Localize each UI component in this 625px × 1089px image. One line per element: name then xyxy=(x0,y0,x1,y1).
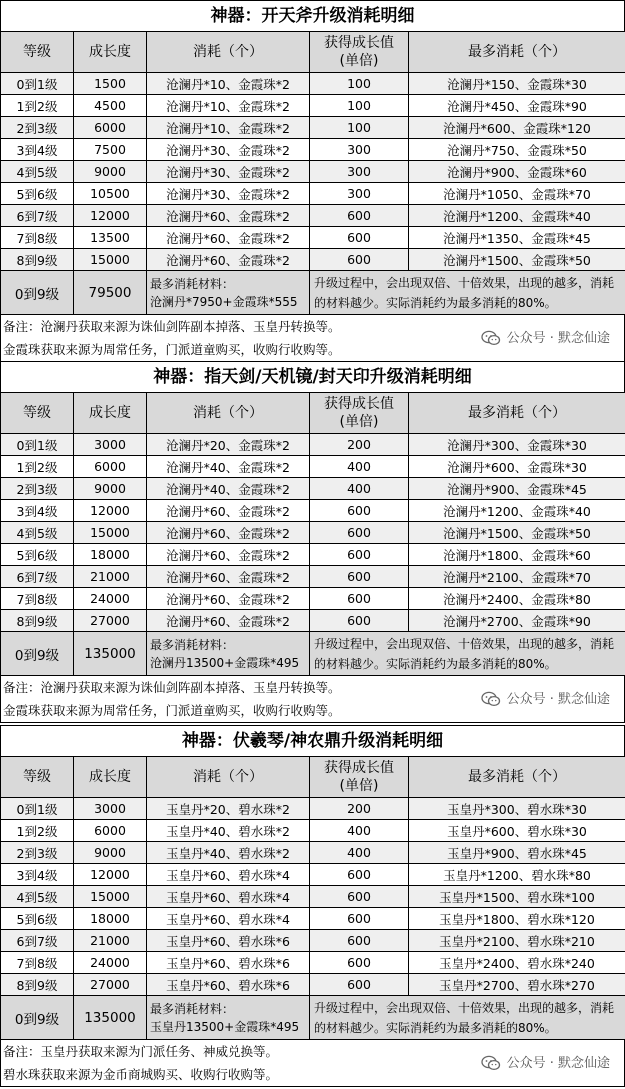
watermark-text: 公众号 · 默念仙途 xyxy=(506,331,610,346)
table-row xyxy=(1,820,625,842)
cost-table xyxy=(0,756,625,1040)
cell-cost: 沧澜丹*30、金霞珠*2 xyxy=(147,183,310,205)
watermark xyxy=(481,327,610,350)
cell-growth: 24000 xyxy=(74,588,147,610)
cell-max: 沧澜丹*2700、金霞珠*90 xyxy=(409,610,625,632)
cell-level: 0到1级 xyxy=(1,73,74,95)
cell-max: 沧澜丹*450、金霞珠*90 xyxy=(409,95,625,117)
cell-cost: 沧澜丹*40、金霞珠*2 xyxy=(147,478,310,500)
cell-level: 1到2级 xyxy=(1,456,74,478)
cell-gain: 600 xyxy=(310,886,409,908)
table-row xyxy=(1,798,625,820)
total-level: 0到9级 xyxy=(1,632,74,676)
cell-level: 7到8级 xyxy=(1,227,74,249)
table-row xyxy=(1,566,625,588)
cell-max: 玉皇丹*300、碧水珠*30 xyxy=(409,798,625,820)
cell-gain: 600 xyxy=(310,952,409,974)
cell-max: 玉皇丹*1500、碧水珠*100 xyxy=(409,886,625,908)
table-header-row xyxy=(1,757,625,798)
cell-cost: 玉皇丹*60、碧水珠*6 xyxy=(147,930,310,952)
cell-max: 沧澜丹*2100、金霞珠*70 xyxy=(409,566,625,588)
cell-level: 3到4级 xyxy=(1,139,74,161)
cell-gain: 400 xyxy=(310,478,409,500)
cell-level: 4到5级 xyxy=(1,522,74,544)
total-materials-value: 沧澜丹13500+金霞珠*495 xyxy=(150,655,300,670)
cell-growth: 3000 xyxy=(74,434,147,456)
cell-cost: 沧澜丹*10、金霞珠*2 xyxy=(147,95,310,117)
cell-level: 6到7级 xyxy=(1,205,74,227)
header-gain-line1: 获得成长值 xyxy=(324,35,394,51)
cell-growth: 27000 xyxy=(74,974,147,996)
total-materials-value: 沧澜丹*7950+金霞珠*555 xyxy=(150,294,298,309)
cell-growth: 15000 xyxy=(74,522,147,544)
cell-growth: 27000 xyxy=(74,610,147,632)
cell-cost: 玉皇丹*60、碧水珠*4 xyxy=(147,886,310,908)
cell-gain: 600 xyxy=(310,610,409,632)
cell-cost: 沧澜丹*60、金霞珠*2 xyxy=(147,500,310,522)
cell-level: 8到9级 xyxy=(1,974,74,996)
cell-cost: 沧澜丹*60、金霞珠*2 xyxy=(147,566,310,588)
table-row xyxy=(1,544,625,566)
table-row xyxy=(1,249,625,271)
cell-level: 2到3级 xyxy=(1,478,74,500)
cost-table xyxy=(0,31,625,315)
watermark xyxy=(481,1052,610,1075)
note-line-2: 金霞珠获取来源为周常任务，门派道童购买，收购行收购等。 xyxy=(3,342,341,357)
total-level: 0到9级 xyxy=(1,271,74,315)
table-row xyxy=(1,139,625,161)
header-gain-line1: 获得成长值 xyxy=(324,760,394,776)
cell-gain: 200 xyxy=(310,798,409,820)
cell-cost: 玉皇丹*60、碧水珠*6 xyxy=(147,952,310,974)
cell-growth: 18000 xyxy=(74,908,147,930)
cell-growth: 15000 xyxy=(74,249,147,271)
table-row xyxy=(1,952,625,974)
cell-level: 6到7级 xyxy=(1,930,74,952)
cell-max: 沧澜丹*600、金霞珠*30 xyxy=(409,456,625,478)
cell-cost: 沧澜丹*30、金霞珠*2 xyxy=(147,139,310,161)
cell-level: 0到1级 xyxy=(1,798,74,820)
notes-block xyxy=(0,676,625,723)
wechat-icon xyxy=(481,330,501,347)
cell-growth: 18000 xyxy=(74,544,147,566)
cell-cost: 沧澜丹*30、金霞珠*2 xyxy=(147,161,310,183)
wechat-icon xyxy=(481,1055,501,1072)
cell-max: 沧澜丹*1050、金霞珠*70 xyxy=(409,183,625,205)
cell-max: 玉皇丹*1200、碧水珠*80 xyxy=(409,864,625,886)
total-note: 升级过程中，会出现双倍、十倍效果，出现的越多，消耗的材料越少。实际消耗约为最多消耗的80%。 xyxy=(310,996,625,1040)
cell-gain: 400 xyxy=(310,842,409,864)
watermark xyxy=(481,688,610,711)
header-gain xyxy=(310,393,409,434)
cell-gain: 600 xyxy=(310,588,409,610)
section-title: 神器：指天剑/天机镜/封天印升级消耗明细 xyxy=(0,361,625,392)
total-materials-label: 最多消耗材料： xyxy=(150,276,235,291)
total-materials-label: 最多消耗材料： xyxy=(150,1001,235,1016)
cell-max: 沧澜丹*300、金霞珠*30 xyxy=(409,434,625,456)
header-max: 最多消耗（个） xyxy=(409,757,625,798)
table-row xyxy=(1,161,625,183)
cell-cost: 沧澜丹*60、金霞珠*2 xyxy=(147,205,310,227)
cell-growth: 9000 xyxy=(74,478,147,500)
cost-table xyxy=(0,392,625,676)
table-row xyxy=(1,227,625,249)
cell-level: 6到7级 xyxy=(1,566,74,588)
cell-cost: 沧澜丹*40、金霞珠*2 xyxy=(147,456,310,478)
section-1 xyxy=(0,361,625,725)
header-gain-line1: 获得成长值 xyxy=(324,396,394,412)
cell-gain: 200 xyxy=(310,434,409,456)
cell-gain: 600 xyxy=(310,566,409,588)
total-materials xyxy=(147,632,310,676)
cell-cost: 沧澜丹*60、金霞珠*2 xyxy=(147,544,310,566)
cell-cost: 沧澜丹*60、金霞珠*2 xyxy=(147,588,310,610)
cell-level: 5到6级 xyxy=(1,908,74,930)
cell-gain: 100 xyxy=(310,73,409,95)
table-row xyxy=(1,522,625,544)
table-row xyxy=(1,95,625,117)
table-row xyxy=(1,500,625,522)
header-max: 最多消耗（个） xyxy=(409,393,625,434)
cell-cost: 沧澜丹*20、金霞珠*2 xyxy=(147,434,310,456)
cell-growth: 6000 xyxy=(74,117,147,139)
cell-cost: 玉皇丹*40、碧水珠*2 xyxy=(147,842,310,864)
cell-level: 8到9级 xyxy=(1,249,74,271)
cell-gain: 600 xyxy=(310,227,409,249)
cell-growth: 1500 xyxy=(74,73,147,95)
cell-gain: 100 xyxy=(310,95,409,117)
cell-level: 5到6级 xyxy=(1,183,74,205)
cell-growth: 21000 xyxy=(74,930,147,952)
table-row xyxy=(1,930,625,952)
header-cost: 消耗（个） xyxy=(147,393,310,434)
cell-growth: 10500 xyxy=(74,183,147,205)
cell-max: 玉皇丹*2100、碧水珠*210 xyxy=(409,930,625,952)
total-growth: 135000 xyxy=(74,632,147,676)
cell-level: 8到9级 xyxy=(1,610,74,632)
cell-cost: 沧澜丹*60、金霞珠*2 xyxy=(147,522,310,544)
cell-cost: 沧澜丹*10、金霞珠*2 xyxy=(147,73,310,95)
section-0 xyxy=(0,0,625,361)
section-title: 神器：伏羲琴/神农鼎升级消耗明细 xyxy=(0,725,625,756)
header-level: 等级 xyxy=(1,393,74,434)
cell-max: 玉皇丹*1800、碧水珠*120 xyxy=(409,908,625,930)
total-row xyxy=(1,271,625,315)
table-row xyxy=(1,908,625,930)
cell-level: 2到3级 xyxy=(1,842,74,864)
header-gain xyxy=(310,757,409,798)
cell-max: 玉皇丹*2400、碧水珠*240 xyxy=(409,952,625,974)
total-growth: 79500 xyxy=(74,271,147,315)
cell-gain: 300 xyxy=(310,161,409,183)
cell-cost: 沧澜丹*60、金霞珠*2 xyxy=(147,227,310,249)
table-row xyxy=(1,434,625,456)
cell-max: 沧澜丹*900、金霞珠*45 xyxy=(409,478,625,500)
note-line-1: 备注：玉皇丹获取来源为门派任务、神威兑换等。 xyxy=(3,1044,279,1059)
table-row xyxy=(1,478,625,500)
cell-max: 沧澜丹*750、金霞珠*50 xyxy=(409,139,625,161)
cell-gain: 100 xyxy=(310,117,409,139)
cell-growth: 12000 xyxy=(74,500,147,522)
table-row xyxy=(1,183,625,205)
cell-level: 4到5级 xyxy=(1,161,74,183)
total-level: 0到9级 xyxy=(1,996,74,1040)
wechat-icon xyxy=(481,691,501,708)
cell-growth: 6000 xyxy=(74,456,147,478)
table-row xyxy=(1,588,625,610)
cell-level: 7到8级 xyxy=(1,588,74,610)
table-row xyxy=(1,886,625,908)
cell-max: 沧澜丹*600、金霞珠*120 xyxy=(409,117,625,139)
header-cost: 消耗（个） xyxy=(147,757,310,798)
cell-growth: 12000 xyxy=(74,205,147,227)
cell-cost: 沧澜丹*60、金霞珠*2 xyxy=(147,610,310,632)
header-gain-line2: (单倍) xyxy=(339,778,379,794)
cell-cost: 沧澜丹*10、金霞珠*2 xyxy=(147,117,310,139)
cell-max: 沧澜丹*1350、金霞珠*45 xyxy=(409,227,625,249)
cell-growth: 4500 xyxy=(74,95,147,117)
cell-level: 3到4级 xyxy=(1,500,74,522)
cell-gain: 600 xyxy=(310,930,409,952)
table-row xyxy=(1,842,625,864)
total-materials-value: 玉皇丹13500+金霞珠*495 xyxy=(150,1019,300,1034)
header-level: 等级 xyxy=(1,757,74,798)
total-materials xyxy=(147,996,310,1040)
total-materials-label: 最多消耗材料： xyxy=(150,637,235,652)
table-row xyxy=(1,610,625,632)
note-line-1: 备注：沧澜丹获取来源为诛仙剑阵副本掉落、玉皇丹转换等。 xyxy=(3,680,341,695)
watermark-text: 公众号 · 默念仙途 xyxy=(506,1056,610,1071)
cell-gain: 300 xyxy=(310,183,409,205)
cell-cost: 玉皇丹*20、碧水珠*2 xyxy=(147,798,310,820)
cell-growth: 12000 xyxy=(74,864,147,886)
header-level: 等级 xyxy=(1,32,74,73)
note-line-1: 备注：沧澜丹获取来源为诛仙剑阵副本掉落、玉皇丹转换等。 xyxy=(3,319,341,334)
total-row xyxy=(1,996,625,1040)
notes-block xyxy=(0,315,625,362)
total-note: 升级过程中，会出现双倍、十倍效果，出现的越多，消耗的材料越少。实际消耗约为最多消耗的80%。 xyxy=(310,271,625,315)
cell-gain: 600 xyxy=(310,249,409,271)
cell-level: 0到1级 xyxy=(1,434,74,456)
cell-cost: 玉皇丹*60、碧水珠*4 xyxy=(147,864,310,886)
cell-level: 7到8级 xyxy=(1,952,74,974)
cell-level: 1到2级 xyxy=(1,95,74,117)
cell-level: 2到3级 xyxy=(1,117,74,139)
cell-max: 沧澜丹*150、金霞珠*30 xyxy=(409,73,625,95)
cell-max: 沧澜丹*900、金霞珠*60 xyxy=(409,161,625,183)
total-note: 升级过程中，会出现双倍、十倍效果，出现的越多，消耗的材料越少。实际消耗约为最多消耗的80%。 xyxy=(310,632,625,676)
cell-cost: 玉皇丹*60、碧水珠*6 xyxy=(147,974,310,996)
cell-max: 玉皇丹*600、碧水珠*30 xyxy=(409,820,625,842)
header-growth: 成长度 xyxy=(74,32,147,73)
cell-level: 5到6级 xyxy=(1,544,74,566)
cell-max: 沧澜丹*1500、金霞珠*50 xyxy=(409,249,625,271)
cell-level: 3到4级 xyxy=(1,864,74,886)
watermark-text: 公众号 · 默念仙途 xyxy=(506,692,610,707)
table-row xyxy=(1,205,625,227)
cell-gain: 600 xyxy=(310,864,409,886)
cell-max: 沧澜丹*1800、金霞珠*60 xyxy=(409,544,625,566)
header-growth: 成长度 xyxy=(74,393,147,434)
section-title: 神器：开天斧升级消耗明细 xyxy=(0,0,625,31)
section-2 xyxy=(0,725,625,1089)
header-growth: 成长度 xyxy=(74,757,147,798)
cell-growth: 24000 xyxy=(74,952,147,974)
note-line-2: 碧水珠获取来源为金币商城购买、收购行收购等。 xyxy=(3,1067,279,1082)
cell-gain: 300 xyxy=(310,139,409,161)
cell-gain: 600 xyxy=(310,205,409,227)
table-row xyxy=(1,456,625,478)
cell-max: 沧澜丹*1200、金霞珠*40 xyxy=(409,205,625,227)
cell-level: 4到5级 xyxy=(1,886,74,908)
cell-growth: 3000 xyxy=(74,798,147,820)
cell-cost: 玉皇丹*40、碧水珠*2 xyxy=(147,820,310,842)
cell-growth: 21000 xyxy=(74,566,147,588)
table-row xyxy=(1,117,625,139)
cell-growth: 9000 xyxy=(74,842,147,864)
cell-cost: 玉皇丹*60、碧水珠*4 xyxy=(147,908,310,930)
cell-level: 1到2级 xyxy=(1,820,74,842)
table-header-row xyxy=(1,32,625,73)
cell-max: 玉皇丹*2700、碧水珠*270 xyxy=(409,974,625,996)
total-row xyxy=(1,632,625,676)
cell-growth: 7500 xyxy=(74,139,147,161)
total-growth: 135000 xyxy=(74,996,147,1040)
cell-growth: 6000 xyxy=(74,820,147,842)
cell-max: 沧澜丹*1200、金霞珠*40 xyxy=(409,500,625,522)
table-row xyxy=(1,864,625,886)
header-max: 最多消耗（个） xyxy=(409,32,625,73)
cell-max: 玉皇丹*900、碧水珠*45 xyxy=(409,842,625,864)
cell-gain: 600 xyxy=(310,974,409,996)
notes-block xyxy=(0,1040,625,1087)
table-header-row xyxy=(1,393,625,434)
cell-growth: 15000 xyxy=(74,886,147,908)
note-line-2: 金霞珠获取来源为周常任务，门派道童购买，收购行收购等。 xyxy=(3,703,341,718)
table-row xyxy=(1,73,625,95)
cell-gain: 600 xyxy=(310,908,409,930)
cell-max: 沧澜丹*1500、金霞珠*50 xyxy=(409,522,625,544)
cell-cost: 沧澜丹*60、金霞珠*2 xyxy=(147,249,310,271)
header-gain-line2: (单倍) xyxy=(339,414,379,430)
table-row xyxy=(1,974,625,996)
header-gain xyxy=(310,32,409,73)
cell-growth: 9000 xyxy=(74,161,147,183)
cell-gain: 600 xyxy=(310,522,409,544)
cell-gain: 600 xyxy=(310,544,409,566)
header-gain-line2: (单倍) xyxy=(339,53,379,69)
cell-gain: 600 xyxy=(310,500,409,522)
total-materials xyxy=(147,271,310,315)
cell-growth: 13500 xyxy=(74,227,147,249)
cell-gain: 400 xyxy=(310,456,409,478)
header-cost: 消耗（个） xyxy=(147,32,310,73)
cell-gain: 400 xyxy=(310,820,409,842)
cell-max: 沧澜丹*2400、金霞珠*80 xyxy=(409,588,625,610)
